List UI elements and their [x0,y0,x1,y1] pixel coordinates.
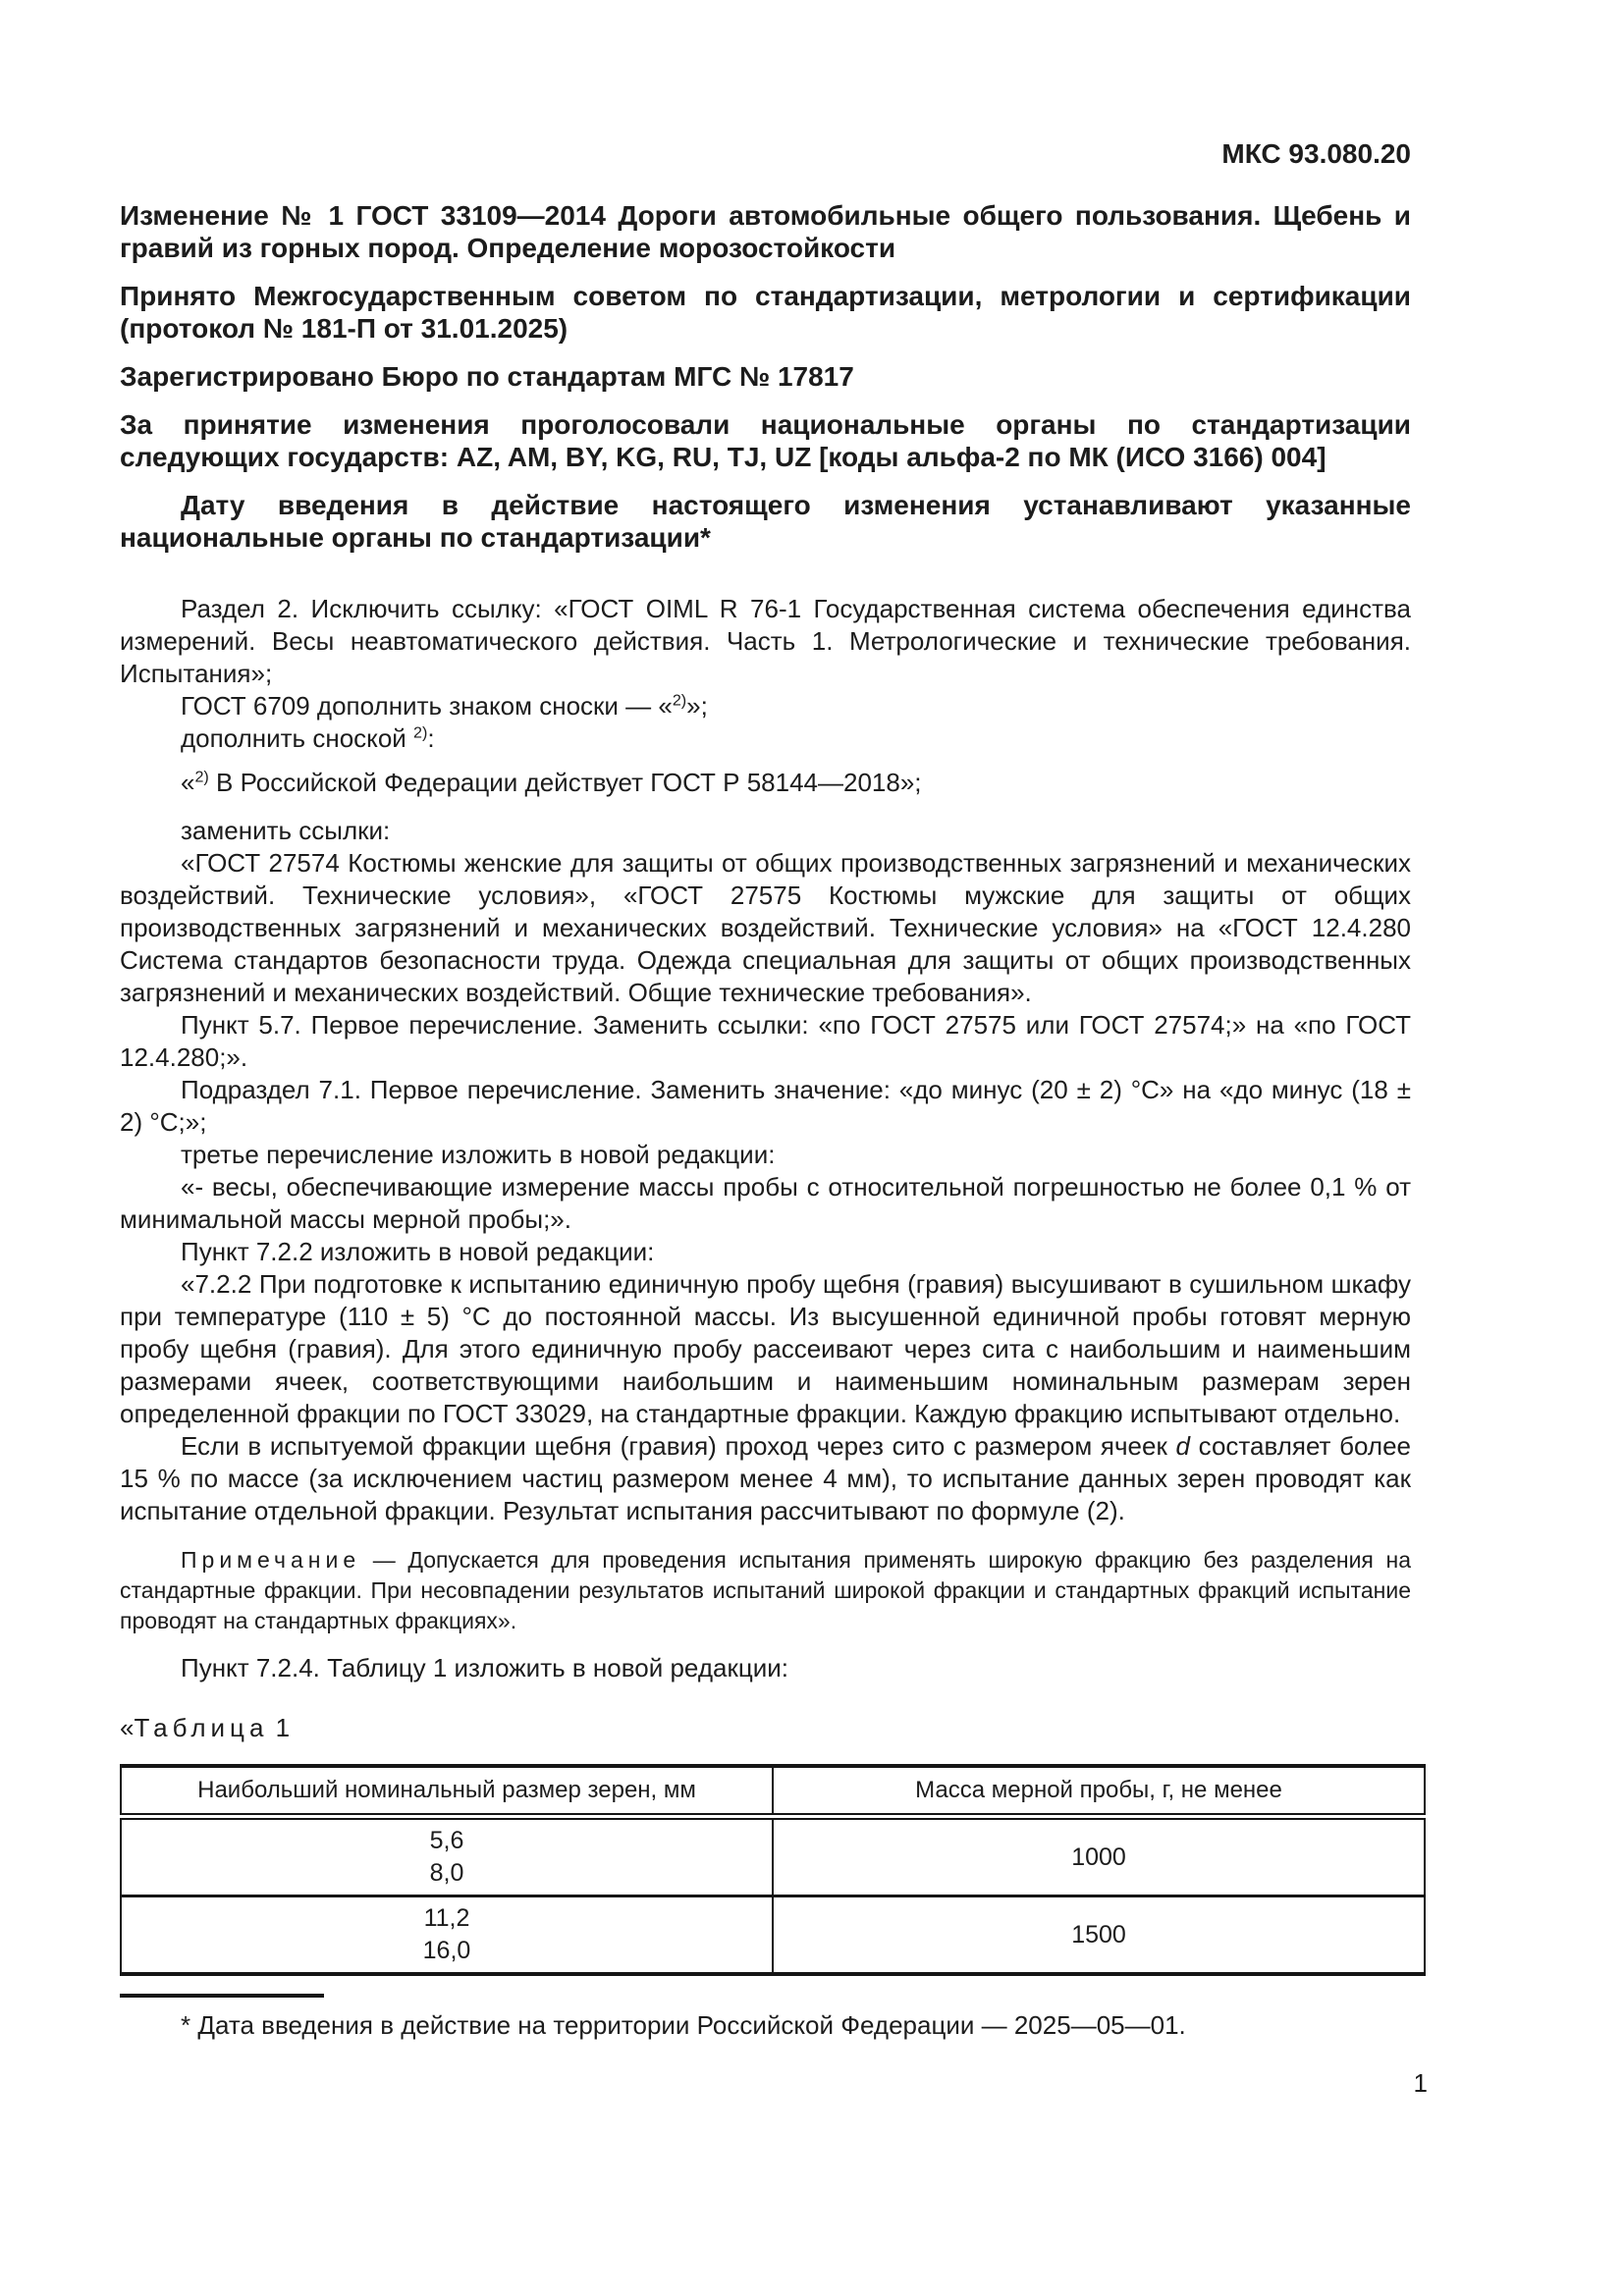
scales-requirement [120,1171,1411,1236]
text-segment: Пункт 5.7. Первое перечисление. Заменить ссылки: «по ГОСТ 27575 или ГОСТ 27574;» на «по ГОСТ 12.4.280;». [120,1010,1411,1072]
document-content [120,137,1411,2042]
effective-date-paragraph [120,489,1411,554]
text-segment: Пункт 7.2.2 изложить в новой редакции: [181,1237,655,1266]
text-segment: 1 [268,1713,291,1742]
text-segment: Если в испытуемой фракции щебня (гравия) проход через сито с размером ячеек [181,1431,1176,1461]
amendment-title [120,199,1411,264]
text-segment: «ГОСТ 27574 Костюмы женские для защиты от общих производственных загрязнений и механических воздействий. Технические условия», «ГОСТ 27575 Костюмы мужские для защиты от общих производственных загрязнений и механических воздействий. Технические условия» на «ГОСТ 12.4.280 Система стандартов безопасности труда. Одежда специальная для защиты от общих производственных загрязнений и механических воздействий. Общие технические требования». [120,848,1411,1007]
text-segment: « [181,768,195,797]
gost-27574-replacement [120,847,1411,1009]
text-segment: заменить ссылки: [181,816,391,845]
section-2-change [120,593,1411,690]
table-1-label [120,1712,1411,1744]
text-segment: : [427,723,435,753]
grain-size-cell [121,1896,773,1975]
page-number: 1 [1413,2068,1428,2098]
table-header-row [121,1766,1425,1817]
text-segment: Изменение № 1 ГОСТ 33109—2014 Дороги автомобильные общего пользования. Щебень и гравий из горных пород. Определение морозостойкости [120,200,1411,263]
grain-size-value: 8,0 [429,1859,464,1887]
item-7-2-2-text [120,1268,1411,1430]
footnote-separator [120,1994,324,1998]
item-7-2-4-line [120,1652,1411,1684]
footnote-text [120,2009,1411,2042]
table-1-header [121,1766,1425,1817]
third-enumeration-line [120,1139,1411,1171]
voted-by-paragraph [120,408,1411,473]
subsection-7-1-change [120,1074,1411,1139]
note-paragraph [120,1545,1411,1636]
grain-size-value: 5,6 [429,1827,464,1854]
footnote-block [120,1994,1411,2042]
text-segment: Дату введения в действие настоящего изменения устанавливают указанные национальные органы по стандартизации* [120,490,1411,553]
superscript-footnote-mark: 2) [672,691,687,710]
text-segment: Зарегистрировано Бюро по стандартам МГС № 17817 [120,361,854,392]
table-row [121,1817,1425,1896]
sample-mass-cell: 1000 [773,1817,1425,1896]
registered-by-paragraph [120,360,1411,393]
table-row [121,1896,1425,1975]
text-segment: Таблица [134,1713,269,1742]
table-header-cell: Масса мерной пробы, г, не менее [773,1766,1425,1817]
superscript-footnote-mark: 2) [194,768,209,786]
item-7-2-2-line [120,1236,1411,1268]
sample-mass-cell: 1500 [773,1896,1425,1975]
text-segment: В Российской Федерации действует ГОСТ Р 58144—2018»; [208,768,922,797]
text-segment: Принято Межгосударственным советом по стандартизации, метрологии и сертификации (протокол № 181-П от 31.01.2025) [120,281,1411,344]
replace-links-line [120,815,1411,847]
text-segment: За принятие изменения проголосовали национальные органы по стандартизации следующих государств: AZ, AM, BY, KG, RU, TJ, UZ [коды альфа-2 по МК (ИСО 3166) 004] [120,409,1411,472]
grain-size-value: 11,2 [423,1904,470,1932]
text-segment: ГОСТ 6709 дополнить знаком сноски — « [181,691,673,721]
grain-size-value: 16,0 [422,1937,471,1964]
adopted-by-paragraph [120,280,1411,345]
text-segment: d [1175,1431,1190,1461]
table-1 [120,1764,1426,1976]
superscript-footnote-mark: 2) [413,723,428,742]
text-segment: составляет более 15 % по массе (за исключением частиц размером менее 4 мм), то испытание данных зерен проводят как испытание отдельной фракции. Результат испытания рассчитывают по формуле (2). [120,1431,1411,1525]
text-segment: Пункт 7.2.4. Таблицу 1 изложить в новой редакции: [181,1653,788,1682]
paragraph-flow [120,199,1411,1744]
footnote-2-quote [120,767,1411,799]
gost-6709-change [120,690,1411,722]
text-segment: «- весы, обеспечивающие измерение массы пробы с относительной погрешностью не более 0,1 % от минимальной массы мерной пробы;». [120,1172,1411,1234]
text-segment: Подраздел 7.1. Первое перечисление. Заменить значение: «до минус (20 ± 2) °С» на «до минус (18 ± 2) °С;»; [120,1075,1411,1137]
text-segment: Примечание [181,1547,361,1573]
text-segment: »; [686,691,708,721]
text-segment: — Допускается для проведения испытания применять широкую фракцию без разделения на стандартные фракции. При несовпадении результатов испытаний широкой фракции и стандартных фракций испытание проводят на стандартных фракциях». [120,1547,1411,1633]
fraction-test-text [120,1430,1411,1527]
add-footnote-line [120,722,1411,755]
table-1-body [121,1817,1425,1975]
mks-classification-code: МКС 93.080.20 [1221,138,1411,169]
grain-size-cell [121,1817,773,1896]
footnote-body: Дата введения в действие на территории Российской Федерации — 2025—05—01. [197,2010,1186,2040]
item-5-7-change [120,1009,1411,1074]
text-segment: « [120,1713,135,1742]
text-segment: дополнить сноской [181,723,414,753]
footnote-marker: * [181,2010,191,2040]
text-segment: «7.2.2 При подготовке к испытанию единичную пробу щебня (гравия) высушивают в сушильном шкафу при температуре (110 ± 5) °С до постоянной массы. Из высушенной единичной пробы готовят мерную пробу щебня (гравия). Для этого единичную пробу рассеивают через сита с наибольшим и наименьшим размерами ячеек, соответствующими наибольшим и наименьшим номинальным размерам зерен определенной фракции по ГОСТ 33029, на стандартные фракции. Каждую фракцию испытывают отдельно. [120,1269,1411,1428]
table-header-cell: Наибольший номинальный размер зерен, мм [121,1766,773,1817]
text-segment: третье перечисление изложить в новой редакции: [181,1140,776,1169]
text-segment: Раздел 2. Исключить ссылку: «ГОСТ OIML R 76-1 Государственная система обеспечения единства измерений. Весы неавтоматического действия. Часть 1. Метрологические и технические требования. Испытания»; [120,594,1411,688]
